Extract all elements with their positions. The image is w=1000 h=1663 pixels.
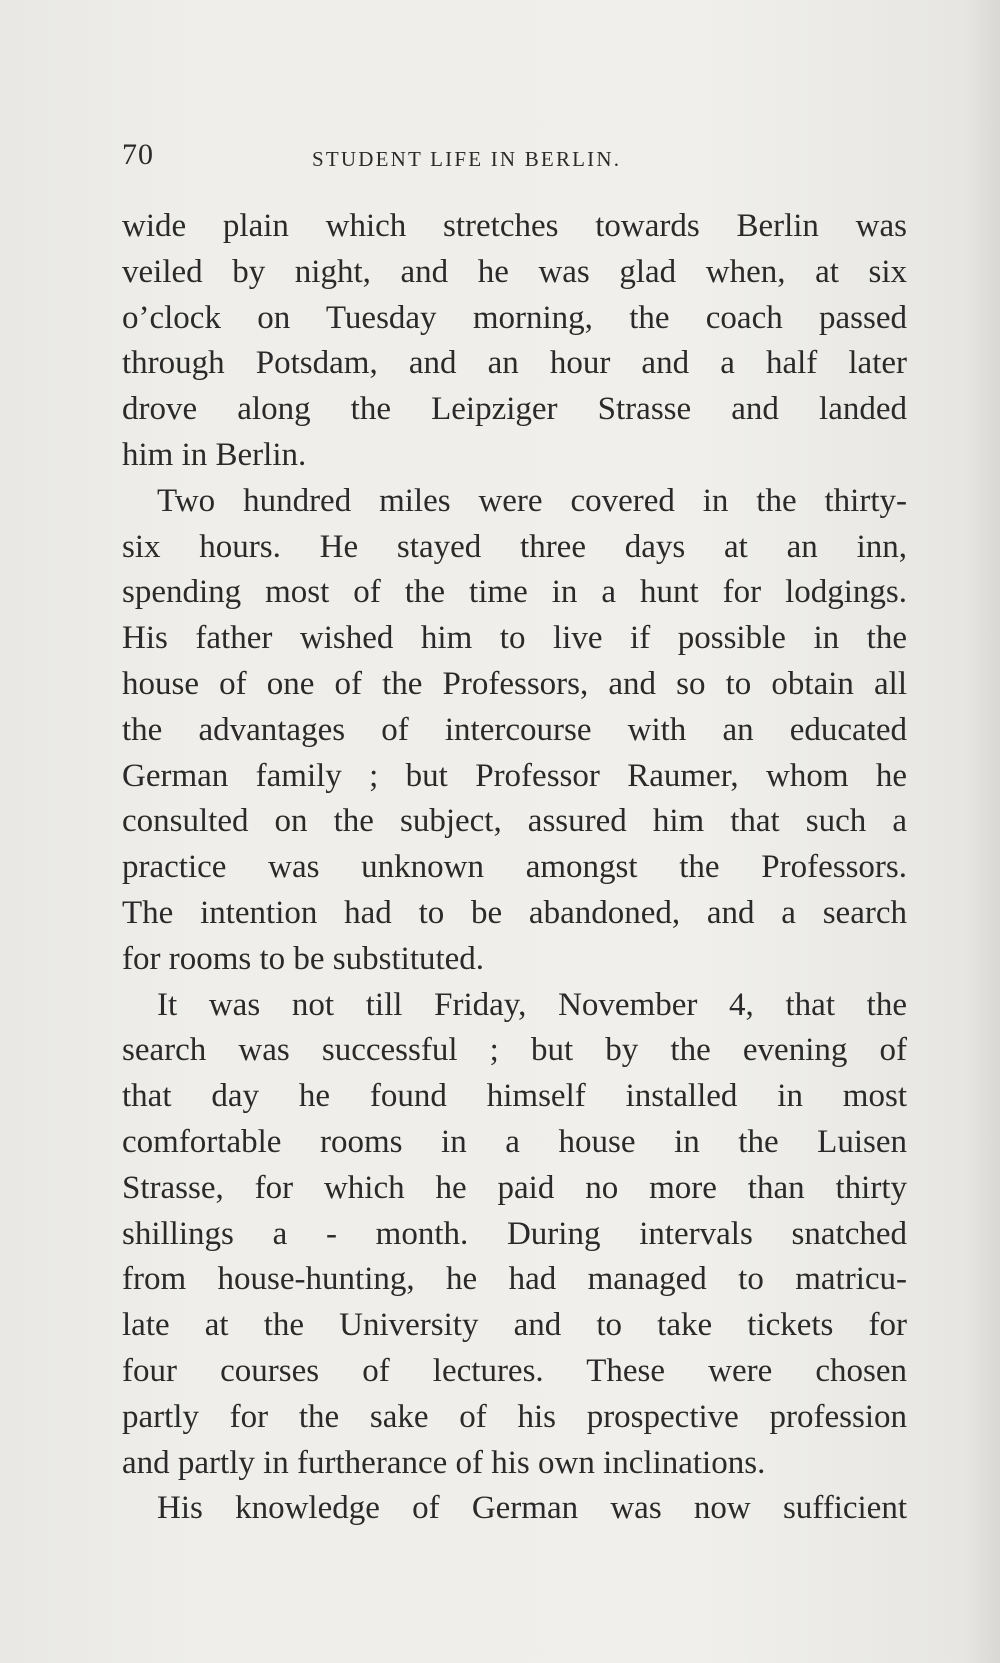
text-line: The intention had to be abandoned, and a search	[122, 894, 907, 931]
text-line: drove along the Leipziger Strasse and landed	[122, 391, 907, 428]
text-line: him in Berlin.	[122, 436, 307, 473]
text-line: six hours. He stayed three days at an inn,	[122, 528, 907, 565]
text-line: German family ; but Professor Raumer, whom he	[122, 757, 907, 794]
text-line: four courses of lectures. These were chosen	[122, 1352, 907, 1389]
body-text	[122, 204, 907, 1532]
text-line: shillings a - month. During intervals snatched	[122, 1215, 907, 1252]
text-line: comfortable rooms in a house in the Luisen	[122, 1123, 907, 1160]
paragraph	[122, 1486, 907, 1532]
text-line: and partly in furtherance of his own inclinations.	[122, 1444, 766, 1481]
text-line: veiled by night, and he was glad when, at six	[122, 253, 907, 290]
text-line: It was not till Friday, November 4, that the	[157, 986, 907, 1023]
text-line: house of one of the Professors, and so to obtain all	[122, 665, 907, 702]
text-line: practice was unknown amongst the Professors.	[122, 849, 907, 886]
text-line: Two hundred miles were covered in the thirty-	[157, 482, 907, 519]
text-line: His father wished him to live if possible in the	[122, 620, 907, 657]
page-header	[122, 138, 907, 178]
paragraph	[122, 479, 907, 983]
text-line: o’clock on Tuesday morning, the coach passed	[122, 299, 907, 336]
text-line: the advantages of intercourse with an educated	[122, 711, 907, 748]
paragraph	[122, 983, 907, 1487]
page-number: 70	[122, 138, 154, 171]
text-line: partly for the sake of his prospective profession	[122, 1398, 907, 1435]
text-line: Strasse, for which he paid no more than thirty	[122, 1169, 907, 1206]
text-line: spending most of the time in a hunt for lodgings.	[122, 574, 907, 611]
text-line: His knowledge of German was now sufficient	[157, 1490, 907, 1527]
text-line: late at the University and to take tickets for	[122, 1307, 907, 1344]
page-gutter-shadow	[964, 0, 1000, 1663]
text-line: for rooms to be substituted.	[122, 940, 485, 977]
paragraph	[122, 204, 907, 479]
running-head: STUDENT LIFE IN BERLIN.	[312, 147, 622, 171]
text-line: from house-hunting, he had managed to matricu-	[122, 1261, 907, 1298]
text-line: wide plain which stretches towards Berlin was	[122, 208, 907, 244]
text-line: search was successful ; but by the evening of	[122, 1032, 907, 1069]
text-line: through Potsdam, and an hour and a half later	[122, 345, 907, 382]
text-line: consulted on the subject, assured him that such a	[122, 803, 907, 840]
text-line: that day he found himself installed in most	[122, 1078, 907, 1115]
